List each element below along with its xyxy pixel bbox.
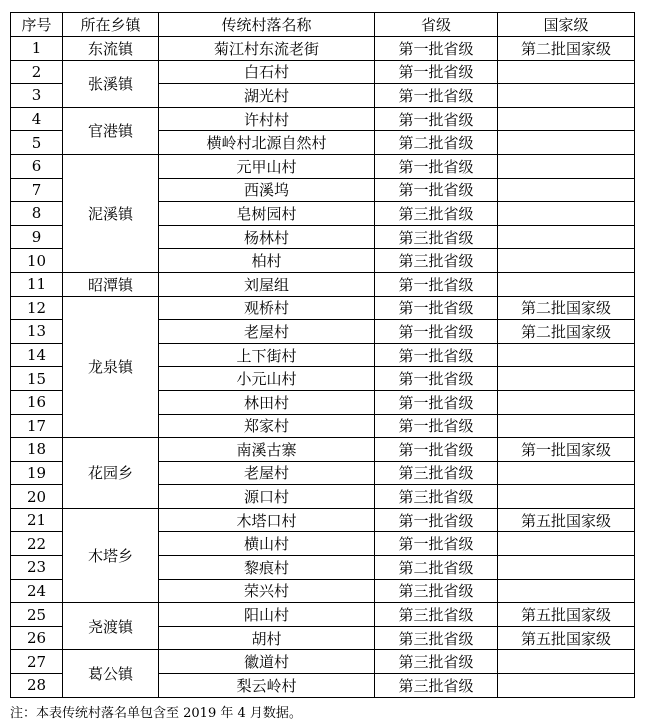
row-serial: 2 (11, 60, 63, 84)
row-provincial: 第一批省级 (375, 438, 498, 462)
row-national (498, 532, 635, 556)
row-provincial: 第三批省级 (375, 626, 498, 650)
row-village-name: 郑家村 (159, 414, 375, 438)
row-national (498, 249, 635, 273)
row-serial: 16 (11, 390, 63, 414)
row-serial: 11 (11, 272, 63, 296)
row-village-name: 元甲山村 (159, 154, 375, 178)
table-body (11, 37, 635, 698)
row-provincial: 第一批省级 (375, 84, 498, 108)
row-serial: 5 (11, 131, 63, 155)
row-village-name: 梨云岭村 (159, 674, 375, 698)
row-village-name: 老屋村 (159, 461, 375, 485)
row-national: 第一批国家级 (498, 438, 635, 462)
header-town: 所在乡镇 (63, 13, 159, 37)
table-row (11, 650, 635, 674)
row-national: 第五批国家级 (498, 603, 635, 627)
row-town: 木塔乡 (63, 508, 159, 602)
row-provincial: 第二批省级 (375, 556, 498, 580)
row-serial: 6 (11, 154, 63, 178)
row-provincial: 第三批省级 (375, 650, 498, 674)
row-serial: 22 (11, 532, 63, 556)
row-village-name: 许村村 (159, 107, 375, 131)
row-serial: 8 (11, 202, 63, 226)
table-row (11, 438, 635, 462)
header-village-name: 传统村落名称 (159, 13, 375, 37)
row-provincial: 第一批省级 (375, 154, 498, 178)
table-header-row (11, 13, 635, 37)
row-village-name: 小元山村 (159, 367, 375, 391)
row-provincial: 第二批省级 (375, 131, 498, 155)
row-town: 昭潭镇 (63, 272, 159, 296)
row-town: 张溪镇 (63, 60, 159, 107)
row-village-name: 荣兴村 (159, 579, 375, 603)
row-serial: 25 (11, 603, 63, 627)
row-national (498, 650, 635, 674)
row-provincial: 第三批省级 (375, 225, 498, 249)
row-national: 第二批国家级 (498, 296, 635, 320)
row-national (498, 461, 635, 485)
row-national (498, 225, 635, 249)
row-provincial: 第三批省级 (375, 485, 498, 509)
row-serial: 7 (11, 178, 63, 202)
row-national (498, 84, 635, 108)
row-village-name: 柏村 (159, 249, 375, 273)
villages-table (10, 12, 635, 698)
row-provincial: 第一批省级 (375, 272, 498, 296)
row-provincial: 第三批省级 (375, 249, 498, 273)
row-serial: 19 (11, 461, 63, 485)
row-serial: 3 (11, 84, 63, 108)
footnote: 注：本表传统村落名单包含至 2019 年 4 月数据。 (10, 706, 302, 721)
row-provincial: 第一批省级 (375, 367, 498, 391)
row-national (498, 60, 635, 84)
row-village-name: 源口村 (159, 485, 375, 509)
header-provincial: 省级 (375, 13, 498, 37)
row-provincial: 第一批省级 (375, 343, 498, 367)
row-provincial: 第一批省级 (375, 37, 498, 61)
row-village-name: 白石村 (159, 60, 375, 84)
row-town: 官港镇 (63, 107, 159, 154)
row-provincial: 第三批省级 (375, 674, 498, 698)
row-serial: 21 (11, 508, 63, 532)
table-row (11, 296, 635, 320)
row-village-name: 黎痕村 (159, 556, 375, 580)
row-provincial: 第一批省级 (375, 178, 498, 202)
row-serial: 1 (11, 37, 63, 61)
row-serial: 24 (11, 579, 63, 603)
row-provincial: 第三批省级 (375, 461, 498, 485)
row-provincial: 第一批省级 (375, 390, 498, 414)
row-national (498, 272, 635, 296)
row-village-name: 湖光村 (159, 84, 375, 108)
row-town: 东流镇 (63, 37, 159, 61)
row-national (498, 131, 635, 155)
row-serial: 20 (11, 485, 63, 509)
row-national (498, 367, 635, 391)
row-national (498, 485, 635, 509)
row-national (498, 579, 635, 603)
row-town: 花园乡 (63, 438, 159, 509)
row-national (498, 154, 635, 178)
table-row (11, 508, 635, 532)
row-village-name: 南溪古寨 (159, 438, 375, 462)
row-national: 第二批国家级 (498, 320, 635, 344)
row-provincial: 第一批省级 (375, 508, 498, 532)
row-serial: 17 (11, 414, 63, 438)
row-serial: 12 (11, 296, 63, 320)
row-serial: 28 (11, 674, 63, 698)
row-serial: 14 (11, 343, 63, 367)
row-serial: 27 (11, 650, 63, 674)
row-provincial: 第三批省级 (375, 202, 498, 226)
row-village-name: 木塔口村 (159, 508, 375, 532)
table-row (11, 37, 635, 61)
row-national (498, 390, 635, 414)
row-national (498, 107, 635, 131)
row-serial: 18 (11, 438, 63, 462)
row-town: 龙泉镇 (63, 296, 159, 438)
row-provincial: 第一批省级 (375, 60, 498, 84)
row-serial: 10 (11, 249, 63, 273)
row-national (498, 674, 635, 698)
row-provincial: 第一批省级 (375, 107, 498, 131)
row-village-name: 横山村 (159, 532, 375, 556)
row-village-name: 刘屋组 (159, 272, 375, 296)
row-provincial: 第三批省级 (375, 603, 498, 627)
header-serial: 序号 (11, 13, 63, 37)
table-row (11, 272, 635, 296)
row-village-name: 林田村 (159, 390, 375, 414)
row-national (498, 178, 635, 202)
row-serial: 4 (11, 107, 63, 131)
row-village-name: 阳山村 (159, 603, 375, 627)
row-village-name: 徽道村 (159, 650, 375, 674)
row-provincial: 第三批省级 (375, 579, 498, 603)
row-village-name: 观桥村 (159, 296, 375, 320)
row-provincial: 第一批省级 (375, 532, 498, 556)
row-village-name: 胡村 (159, 626, 375, 650)
row-village-name: 杨林村 (159, 225, 375, 249)
table-row (11, 154, 635, 178)
row-village-name: 横岭村北源自然村 (159, 131, 375, 155)
row-town: 葛公镇 (63, 650, 159, 697)
table-row (11, 60, 635, 84)
header-national: 国家级 (498, 13, 635, 37)
row-national (498, 556, 635, 580)
row-national: 第五批国家级 (498, 626, 635, 650)
row-serial: 23 (11, 556, 63, 580)
row-serial: 15 (11, 367, 63, 391)
row-national (498, 202, 635, 226)
table-row (11, 107, 635, 131)
row-provincial: 第一批省级 (375, 320, 498, 344)
row-village-name: 皂树园村 (159, 202, 375, 226)
row-provincial: 第一批省级 (375, 296, 498, 320)
row-national (498, 414, 635, 438)
row-serial: 13 (11, 320, 63, 344)
row-village-name: 老屋村 (159, 320, 375, 344)
row-serial: 9 (11, 225, 63, 249)
row-town: 泥溪镇 (63, 154, 159, 272)
row-village-name: 菊江村东流老街 (159, 37, 375, 61)
row-village-name: 西溪坞 (159, 178, 375, 202)
row-provincial: 第一批省级 (375, 414, 498, 438)
row-village-name: 上下街村 (159, 343, 375, 367)
row-town: 尧渡镇 (63, 603, 159, 650)
row-national: 第二批国家级 (498, 37, 635, 61)
table-row (11, 603, 635, 627)
row-national (498, 343, 635, 367)
row-national: 第五批国家级 (498, 508, 635, 532)
row-serial: 26 (11, 626, 63, 650)
